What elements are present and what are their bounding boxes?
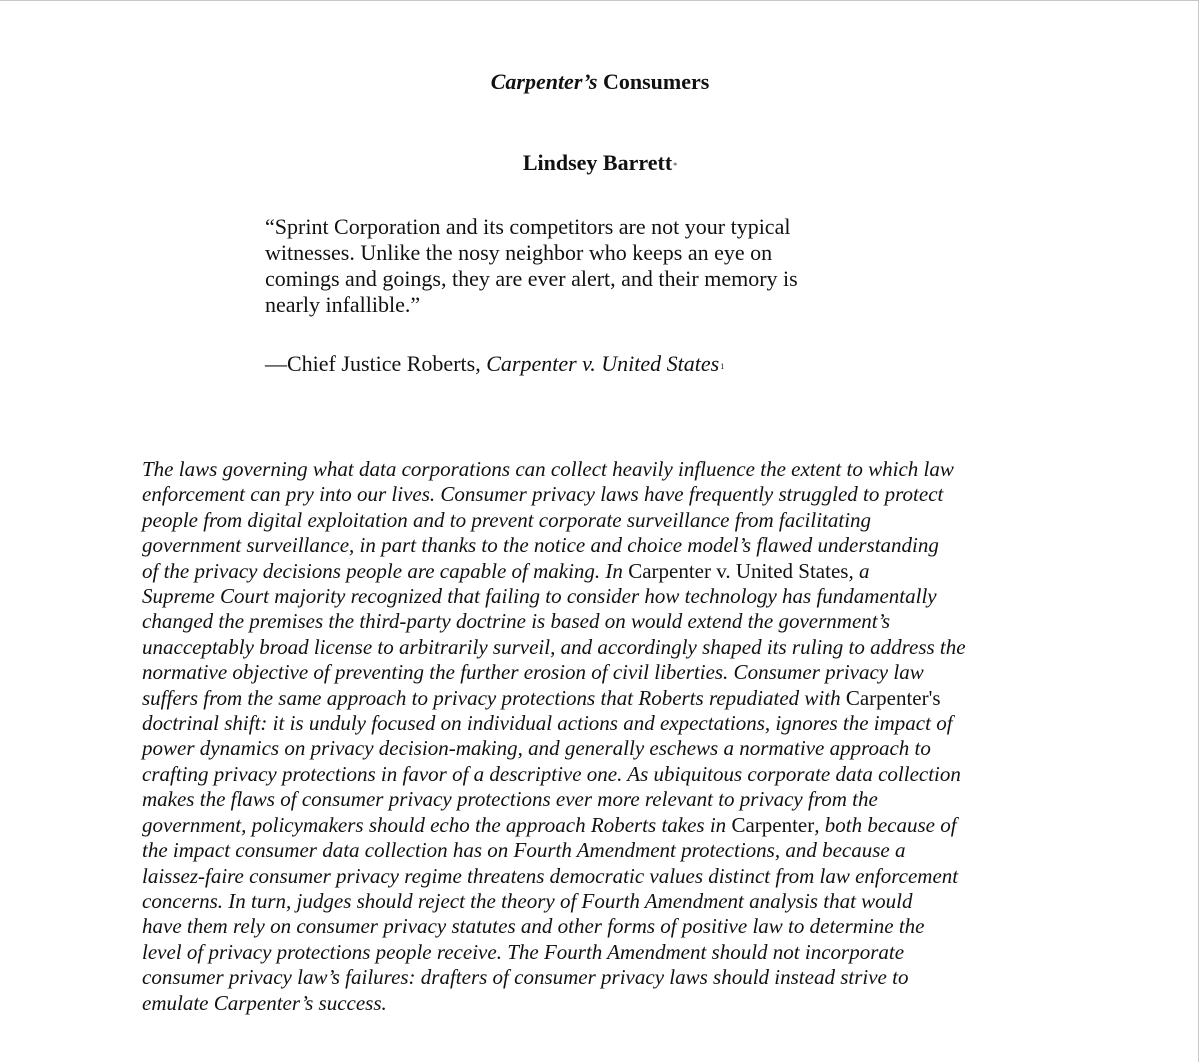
abstract-line: power dynamics on privacy decision-making, and generally eschews a normative approach to bbox=[142, 736, 931, 761]
abstract-line: level of privacy protections people receive. The Fourth Amendment should not incorporate bbox=[142, 939, 905, 964]
abstract-line: Supreme Court majority recognized that failing to consider how technology has fundamentally bbox=[142, 584, 937, 609]
attribution-prefix: —Chief Justice Roberts, bbox=[265, 351, 487, 376]
article-title-italic: Carpenter’s bbox=[490, 69, 598, 94]
attribution-footnote-marker[interactable]: 1 bbox=[720, 362, 725, 371]
abstract-line: changed the premises the third-party doctrine is based on would extend the government’s bbox=[142, 609, 891, 634]
epigraph-line: witnesses. Unlike the nosy neighbor who keeps an eye on bbox=[265, 240, 773, 265]
abstract-line: concerns. In turn, judges should reject the theory of Fourth Amendment analysis that would bbox=[142, 888, 913, 913]
abstract-line: normative objective of preventing the further erosion of civil liberties. Consumer privacy law bbox=[142, 660, 924, 685]
abstract-text: government, policymakers should echo the approach Roberts takes in bbox=[142, 812, 732, 837]
article-title-rest: Consumers bbox=[597, 69, 710, 94]
author-name-text: Lindsey Barrett bbox=[522, 150, 673, 175]
abstract-line: have them rely on consumer privacy statutes and other forms of positive law to determine the bbox=[142, 914, 925, 939]
abstract-line: emulate Carpenter’s success. bbox=[142, 990, 387, 1015]
abstract-line bbox=[142, 813, 1067, 838]
abstract-line bbox=[142, 559, 1067, 584]
abstract-line: enforcement can pry into our lives. Consumer privacy laws have frequently struggled to protect bbox=[142, 482, 944, 507]
abstract-line bbox=[142, 686, 1067, 711]
abstract-line: people from digital exploitation and to prevent corporate surveillance from facilitating bbox=[142, 507, 872, 532]
case-name-roman: Carpenter bbox=[731, 812, 815, 837]
abstract-text: suffers from the same approach to privacy protections that Roberts repudiated with bbox=[142, 685, 846, 710]
abstract-line: crafting privacy protections in favor of a descriptive one. As ubiquitous corporate data collection bbox=[142, 761, 961, 786]
abstract-line: doctrinal shift: it is unduly focused on individual actions and expectations, ignores the impact of bbox=[142, 711, 953, 736]
abstract-line: consumer privacy law’s failures: drafters of consumer privacy laws should instead strive to bbox=[142, 965, 909, 990]
abstract-paragraph bbox=[142, 457, 1067, 1016]
abstract-line: government surveillance, in part thanks to the notice and choice model’s flawed understanding bbox=[142, 533, 939, 558]
epigraph-quote bbox=[265, 214, 915, 318]
abstract-line: laissez-faire consumer privacy regime threatens democratic values distinct from law enforcement bbox=[142, 863, 959, 888]
abstract-text: , a bbox=[848, 558, 870, 583]
abstract-text: of the privacy decisions people are capable of making. In bbox=[142, 558, 629, 583]
epigraph-line: “Sprint Corporation and its competitors are not your typical bbox=[265, 214, 791, 239]
abstract-line: the impact consumer data collection has on Fourth Amendment protections, and because a bbox=[142, 838, 906, 863]
abstract-line: The laws governing what data corporations can collect heavily influence the extent to which law bbox=[142, 457, 954, 481]
article-title bbox=[0, 69, 1200, 95]
abstract-line: unacceptably broad license to arbitrarily surveil, and accordingly shaped its ruling to address the bbox=[142, 634, 966, 659]
case-name-roman: Carpenter's bbox=[845, 685, 941, 710]
author-footnote-marker[interactable]: * bbox=[673, 161, 678, 170]
attribution-case-name: Carpenter v. United States bbox=[486, 351, 720, 376]
case-name-roman: Carpenter v. United States bbox=[628, 558, 849, 583]
epigraph-line: comings and goings, they are ever alert, and their memory is bbox=[265, 266, 798, 291]
epigraph-line: nearly infallible.” bbox=[265, 292, 421, 317]
abstract-line: makes the flaws of consumer privacy protections ever more relevant to privacy from the bbox=[142, 787, 878, 812]
author-name bbox=[0, 150, 1200, 176]
epigraph-attribution bbox=[265, 351, 724, 380]
abstract-text: , both because of bbox=[814, 812, 957, 837]
